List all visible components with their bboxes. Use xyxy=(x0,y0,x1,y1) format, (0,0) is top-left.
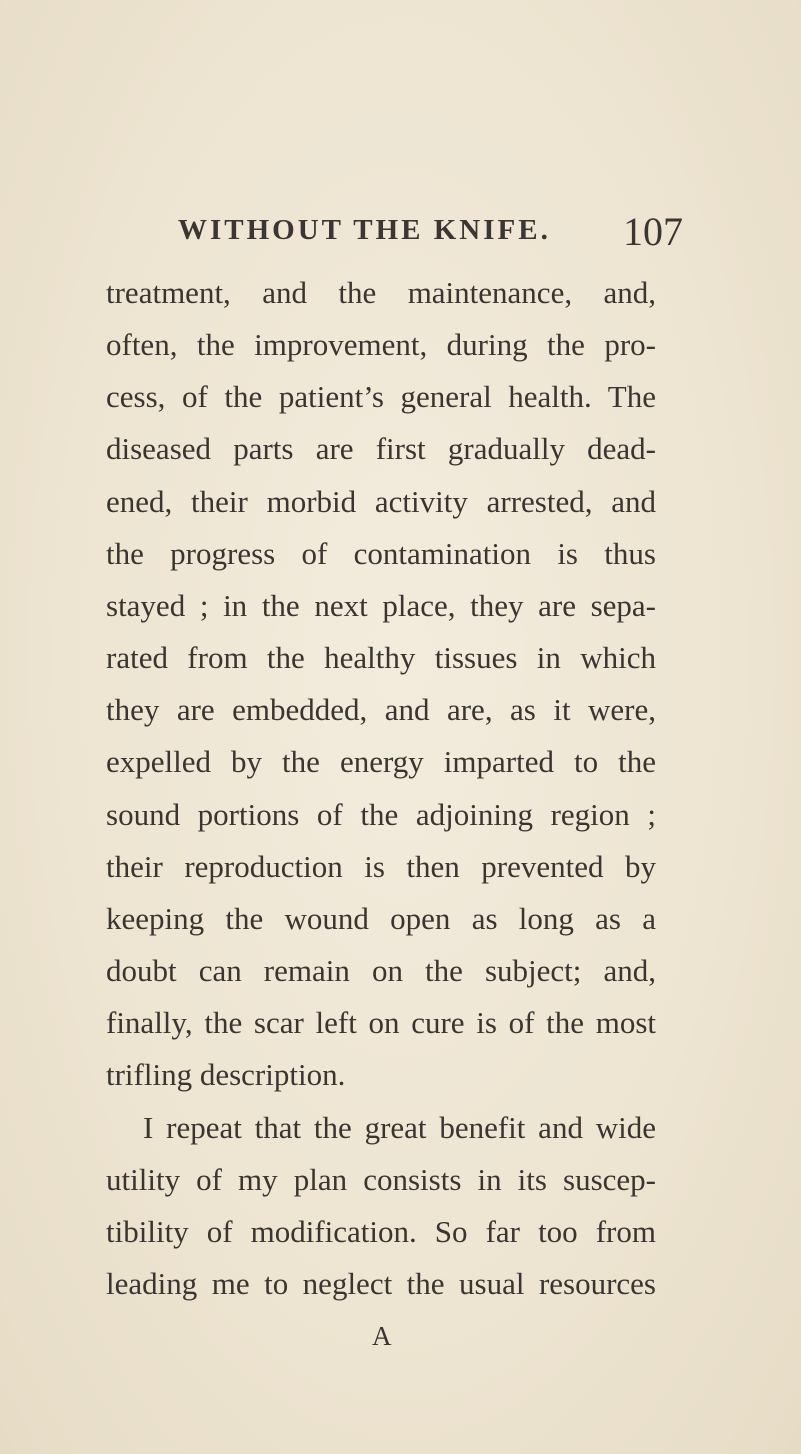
text-line: the progress of contamination is thus xyxy=(106,536,656,571)
text-line: trifling description. xyxy=(106,1057,346,1092)
text-line: rated from the healthy tissues in which xyxy=(106,640,656,675)
text-line: often, the improvement, during the pro- xyxy=(106,327,656,362)
text-line: I repeat that the great benefit and wide xyxy=(143,1110,656,1145)
signature-mark: A xyxy=(372,1321,392,1351)
text-line: sound portions of the adjoining region ; xyxy=(106,797,656,832)
text-line: treatment, and the maintenance, and, xyxy=(106,275,656,310)
text-line: ened, their morbid activity arrested, and xyxy=(106,484,656,519)
text-line: stayed ; in the next place, they are sepa- xyxy=(106,588,656,623)
text-line: they are embedded, and are, as it were, xyxy=(106,692,656,727)
text-line: doubt can remain on the subject; and, xyxy=(106,953,656,988)
text-line: diseased parts are first gradually dead- xyxy=(106,431,656,466)
text-line: expelled by the energy imparted to the xyxy=(106,744,656,779)
page-number: 107 xyxy=(623,209,683,254)
text-line: cess, of the patient’s general health. The xyxy=(106,379,656,414)
running-head: WITHOUT THE KNIFE. xyxy=(178,214,551,246)
text-line: utility of my plan consists in its suscep- xyxy=(106,1162,656,1197)
text-line: leading me to neglect the usual resources xyxy=(106,1266,656,1301)
page-header xyxy=(178,208,683,256)
text-line: keeping the wound open as long as a xyxy=(106,901,656,936)
text-line: finally, the scar left on cure is of the most xyxy=(106,1005,656,1040)
text-line: tibility of modification. So far too from xyxy=(106,1214,656,1249)
text-line: their reproduction is then prevented by xyxy=(106,849,656,884)
